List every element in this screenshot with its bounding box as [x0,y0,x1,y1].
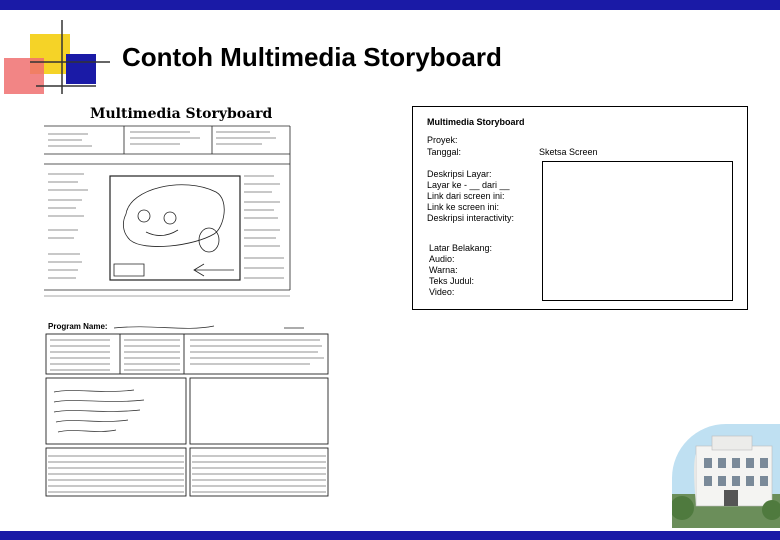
storyboard-sketch-2 [44,322,332,502]
sketch-heading: Multimedia Storyboard [90,106,273,122]
sketsa-screen-label: Sketsa Screen [539,147,598,157]
top-accent-bar [0,0,780,10]
video-label: Video: [429,287,455,297]
link-ke-label: Link ke screen ini: [427,202,500,212]
deskripsi-layar-label: Deskripsi Layar: [427,169,492,179]
sketsa-screen-box [542,161,733,301]
teks-judul-label: Teks Judul: [429,276,475,286]
storyboard-sketch-1-drawing [44,104,294,302]
bottom-accent-bar [0,531,780,540]
campus-building-photo [672,424,780,528]
storyboard-sketch-1 [44,104,294,302]
link-dari-label: Link dari screen ini: [427,191,505,201]
audio-label: Audio: [429,254,455,264]
proyek-label: Proyek: [427,135,458,145]
page-title: Contoh Multimedia Storyboard [122,42,502,72]
program-name-label: Program Name: [48,322,108,331]
slide-logo-decoration [0,12,110,96]
latar-belakang-label: Latar Belakang: [429,243,493,253]
warna-label: Warna: [429,265,458,275]
template-title: Multimedia Storyboard [427,117,525,127]
layar-ke-label: Layar ke - __ dari __ [427,180,510,190]
storyboard-sketch-2-drawing [44,322,332,502]
deskripsi-interactivity-label: Deskripsi interactivity: [427,213,515,223]
tanggal-label: Tanggal: [427,147,462,157]
storyboard-template [412,106,748,310]
